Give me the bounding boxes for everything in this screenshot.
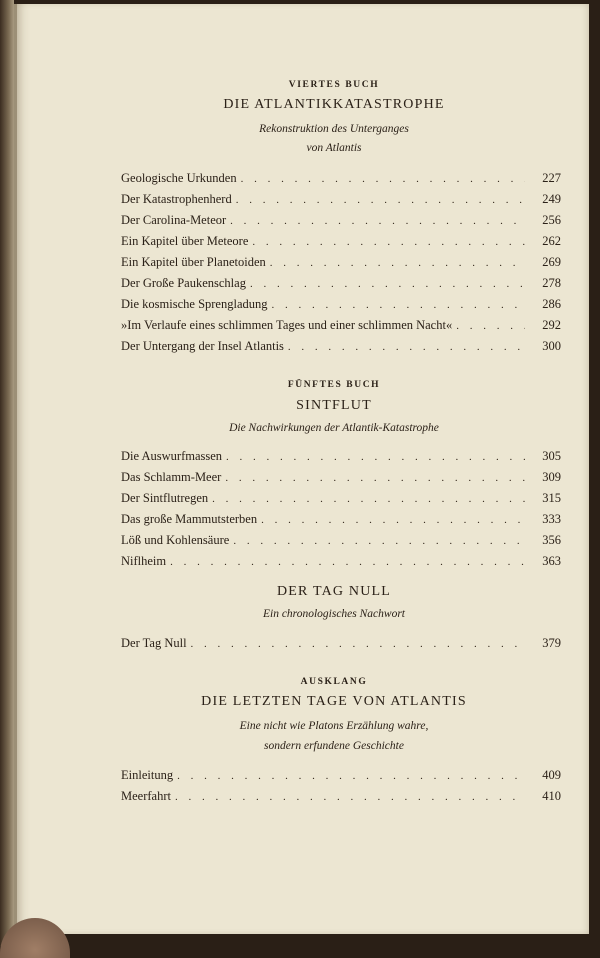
leader-dots: [272, 299, 525, 311]
leader-dots: [252, 236, 525, 248]
leader-dots: [191, 638, 525, 650]
toc-entry-page: 256: [542, 213, 561, 227]
toc-entry-page: 286: [542, 297, 561, 311]
toc-entry-title: Der Carolina-Meteor: [121, 213, 227, 227]
toc-entry-page: 410: [542, 789, 561, 803]
section-title: DIE LETZTEN TAGE VON ATLANTIS: [201, 694, 467, 709]
toc-entry-title: Ein Kapitel über Planetoiden: [121, 255, 266, 269]
toc-entry-page: 278: [542, 276, 561, 290]
toc-entry[interactable]: [121, 449, 561, 467]
section-title: SINTFLUT: [296, 398, 372, 413]
toc-entry-title: Meerfahrt: [121, 789, 171, 803]
section-label: FÜNFTES BUCH: [287, 380, 381, 390]
toc-entry[interactable]: [121, 470, 561, 488]
leader-dots: [177, 770, 525, 782]
toc-entry-page: 309: [542, 470, 561, 484]
section-subtitle: sondern erfundene Geschichte: [264, 740, 404, 752]
toc-entry-title: Einleitung: [121, 768, 174, 782]
toc-entry-title: Das große Mammutsterben: [121, 512, 258, 526]
leader-dots: [233, 535, 525, 547]
toc-entry-title: Der Große Paukenschlag: [121, 276, 246, 290]
leader-dots: [270, 257, 525, 269]
leader-dots: [288, 341, 525, 353]
toc-entry-page: 269: [542, 255, 561, 269]
toc-entry-title: Geologische Urkunden: [121, 171, 237, 185]
toc-entry[interactable]: [121, 255, 561, 273]
toc-entry-title: »Im Verlaufe eines schlimmen Tages und einer schlimmen Nacht«: [121, 318, 453, 332]
toc-entry-title: Der Sintflutregen: [121, 491, 209, 505]
toc-entry-page: 333: [542, 512, 561, 526]
toc-entry-title: Das Schlamm-Meer: [121, 470, 222, 484]
toc-entry[interactable]: [121, 491, 561, 509]
toc-entry[interactable]: [121, 768, 561, 786]
section-label: AUSKLANG: [300, 677, 368, 687]
toc-entry[interactable]: [121, 192, 561, 210]
leader-dots: [241, 173, 525, 185]
toc-entry-title: Die Auswurfmassen: [121, 449, 223, 463]
toc-entry-title: Die kosmische Sprengladung: [121, 297, 268, 311]
book-page: [14, 4, 589, 934]
toc-entry-title: Der Untergang der Insel Atlantis: [121, 339, 284, 353]
leader-dots: [225, 472, 525, 484]
toc-entry-page: 227: [542, 171, 561, 185]
toc-entry[interactable]: [121, 533, 561, 551]
toc-entry[interactable]: [121, 234, 561, 252]
section-label: VIERTES BUCH: [288, 80, 380, 90]
section-subtitle: von Atlantis: [306, 142, 362, 154]
toc-entry[interactable]: [121, 789, 561, 807]
leader-dots: [226, 451, 525, 463]
toc-entry-title: Der Katastrophenherd: [121, 192, 232, 206]
toc-entry[interactable]: [121, 339, 561, 357]
toc-entry-title: Löß und Kohlensäure: [121, 533, 230, 547]
toc-entry[interactable]: [121, 276, 561, 294]
leader-dots: [170, 556, 525, 568]
toc-entry-page: 305: [542, 449, 561, 463]
toc-entry-page: 315: [542, 491, 561, 505]
toc-entry-page: 300: [542, 339, 561, 353]
toc-entry-title: Niflheim: [121, 554, 167, 568]
leader-dots: [261, 514, 525, 526]
toc-entry-page: 379: [542, 636, 561, 650]
section-title: DER TAG NULL: [276, 584, 392, 599]
section-subtitle: Die Nachwirkungen der Atlantik-Katastrophe: [229, 422, 439, 434]
toc-entry-page: 363: [542, 554, 561, 568]
book-spine: [0, 0, 14, 946]
leader-dots: [250, 278, 525, 290]
toc-entry[interactable]: [121, 554, 561, 572]
toc-entry-title: Ein Kapitel über Meteore: [121, 234, 249, 248]
leader-dots: [175, 791, 525, 803]
section-title: DIE ATLANTIKKATASTROPHE: [223, 97, 445, 112]
toc-entry[interactable]: [121, 171, 561, 189]
leader-dots: [236, 194, 525, 206]
toc-entry[interactable]: [121, 213, 561, 231]
toc-entry-page: 262: [542, 234, 561, 248]
section-subtitle: Rekonstruktion des Unterganges: [259, 123, 409, 135]
toc-entry[interactable]: [121, 512, 561, 530]
toc-entry-page: 409: [542, 768, 561, 782]
leader-dots: [212, 493, 525, 505]
section-subtitle: Ein chronologisches Nachwort: [262, 608, 406, 620]
toc-entry-page: 249: [542, 192, 561, 206]
leader-dots: [456, 320, 525, 332]
section-subtitle: Eine nicht wie Platons Erzählung wahre,: [239, 720, 429, 732]
toc-entry-page: 292: [542, 318, 561, 332]
toc-entry-title: Der Tag Null: [121, 636, 187, 650]
toc-entry[interactable]: [121, 636, 561, 654]
leader-dots: [230, 215, 525, 227]
toc-entry[interactable]: [121, 318, 561, 336]
toc-entry-page: 356: [542, 533, 561, 547]
toc-entry[interactable]: [121, 297, 561, 315]
